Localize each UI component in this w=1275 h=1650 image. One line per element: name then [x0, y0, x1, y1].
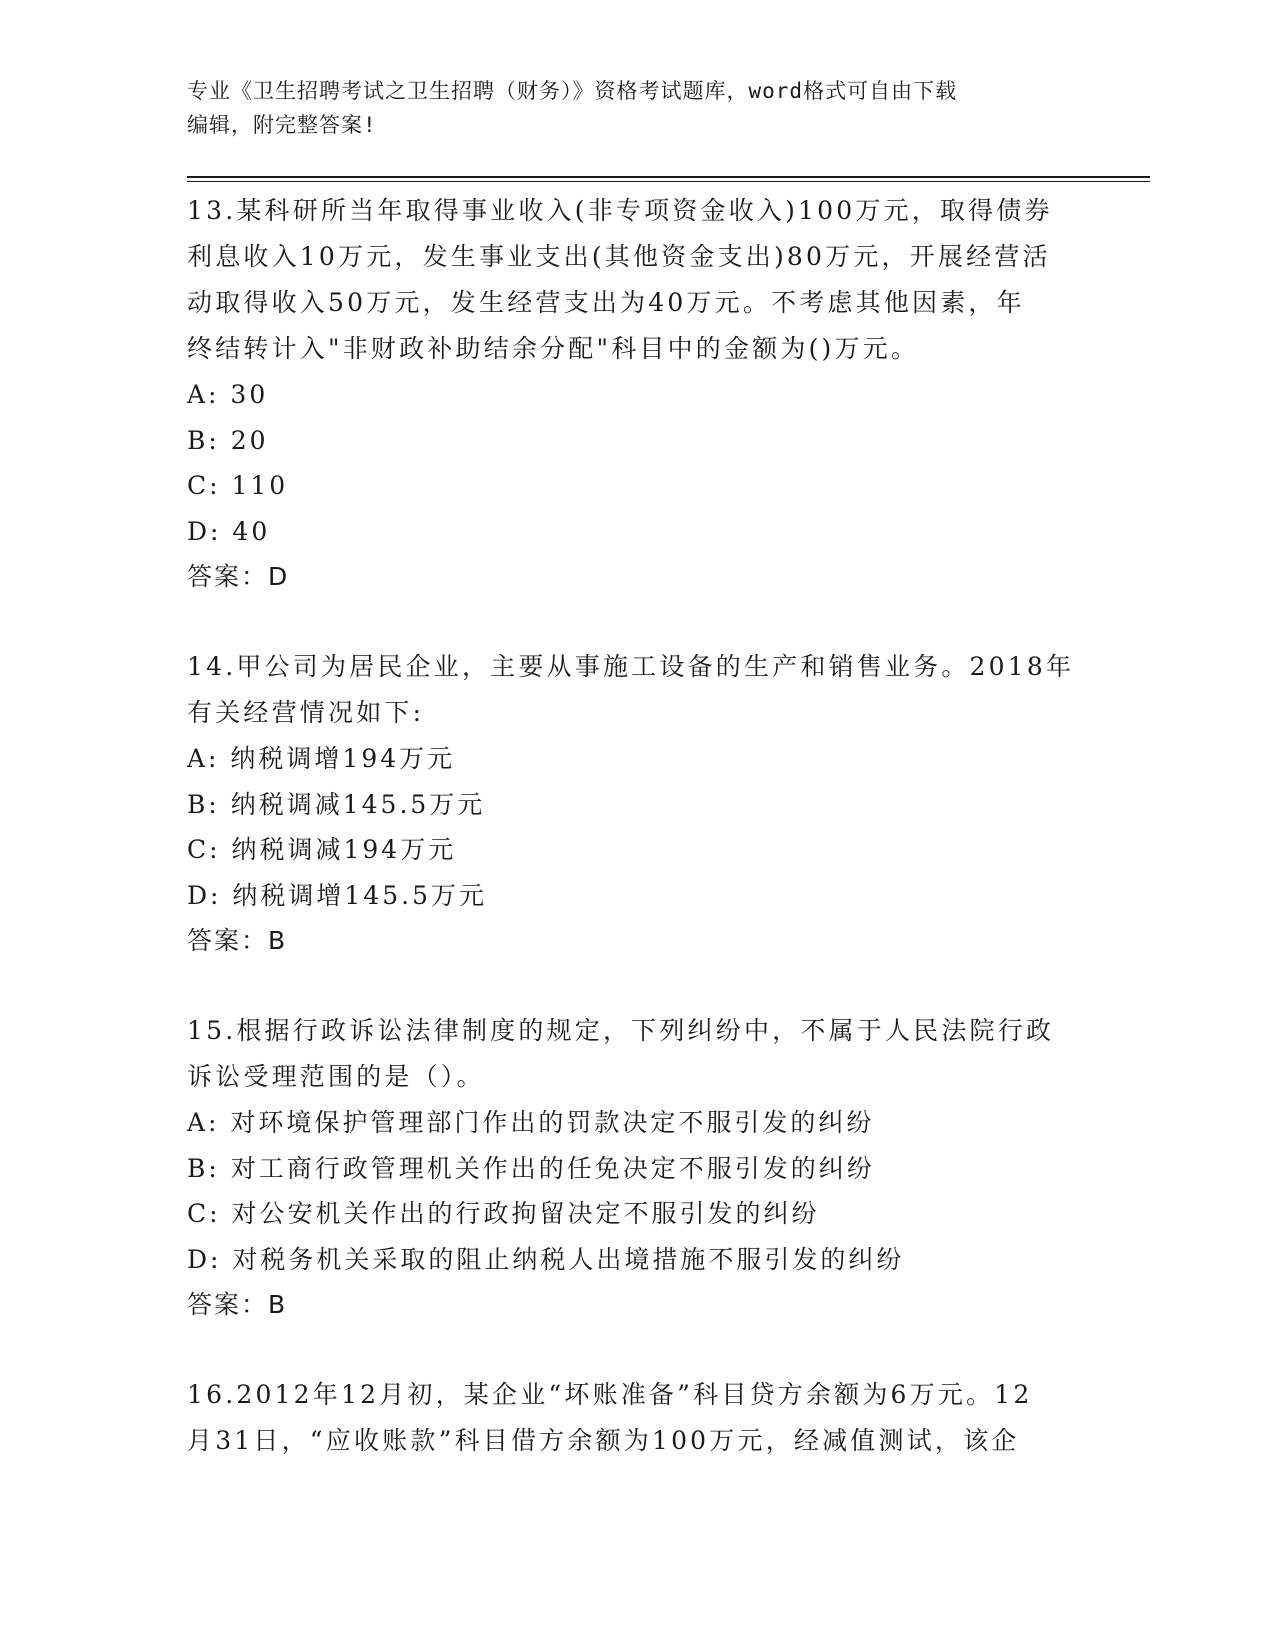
- option-a: A: 对环境保护管理部门作出的罚款决定不服引发的纠纷: [187, 1108, 875, 1137]
- header-line-2: 编辑，附完整答案!: [187, 113, 377, 137]
- question-text-line: 16.2012年12月初，某企业“坏账准备”科目贷方余额为6万元。12: [187, 1380, 1033, 1409]
- option-d: D: 40: [187, 516, 271, 546]
- question-text-line: 利息收入10万元，发生事业支出(其他资金支出)80万元，开展经营活: [187, 242, 1051, 271]
- question-text-line: 15.根据行政诉讼法律制度的规定，下列纠纷中，不属于人民法院行政: [187, 1016, 1055, 1045]
- option-b: B: 对工商行政管理机关作出的任免决定不服引发的纠纷: [187, 1153, 875, 1183]
- question-spacer: [187, 1328, 1087, 1372]
- question-text-line: 14.甲公司为居民企业，主要从事施工设备的生产和销售业务。2018年: [187, 652, 1075, 681]
- question-list: [187, 188, 1087, 1464]
- question-13: [187, 188, 1087, 600]
- document-header: [187, 74, 1067, 142]
- question-text-line: 月31日，“应收账款”科目借方余额为100万元，经减值测试，该企: [187, 1426, 1020, 1455]
- question-16: [187, 1372, 1087, 1464]
- question-15: [187, 1008, 1087, 1328]
- header-line-1: 专业《卫生招聘考试之卫生招聘（财务）》资格考试题库，word格式可自由下载: [187, 79, 958, 103]
- question-text-line: 13.某科研所当年取得事业收入(非专项资金收入)100万元，取得债券: [187, 196, 1053, 225]
- option-b: B: 20: [187, 425, 269, 455]
- option-c: C: 110: [187, 471, 289, 500]
- option-b: B: 纳税调减145.5万元: [187, 789, 486, 819]
- question-text-line: 终结转计入"非财政补助结余分配"科目中的金额为()万元。: [187, 334, 920, 363]
- answer: 答案：B: [187, 1290, 288, 1319]
- option-a: A: 纳税调增194万元: [187, 744, 456, 773]
- option-d: D: 对税务机关采取的阻止纳税人出境措施不服引发的纠纷: [187, 1244, 905, 1274]
- question-spacer: [187, 964, 1087, 1008]
- option-d: D: 纳税调增145.5万元: [187, 880, 487, 910]
- option-c: C: 对公安机关作出的行政拘留决定不服引发的纠纷: [187, 1199, 820, 1228]
- question-spacer: [187, 600, 1087, 644]
- header-divider-thick: [187, 176, 1150, 178]
- header-divider-thin: [187, 181, 1150, 182]
- question-text-line: 诉讼受理范围的是（）。: [187, 1062, 485, 1091]
- question-14: [187, 644, 1087, 964]
- question-text-line: 有关经营情况如下:: [187, 698, 425, 727]
- answer: 答案：D: [187, 562, 290, 591]
- option-a: A: 30: [187, 380, 269, 409]
- option-c: C: 纳税调减194万元: [187, 835, 457, 864]
- answer: 答案：B: [187, 926, 288, 955]
- question-text-line: 动取得收入50万元，发生经营支出为40万元。不考虑其他因素，年: [187, 288, 1025, 317]
